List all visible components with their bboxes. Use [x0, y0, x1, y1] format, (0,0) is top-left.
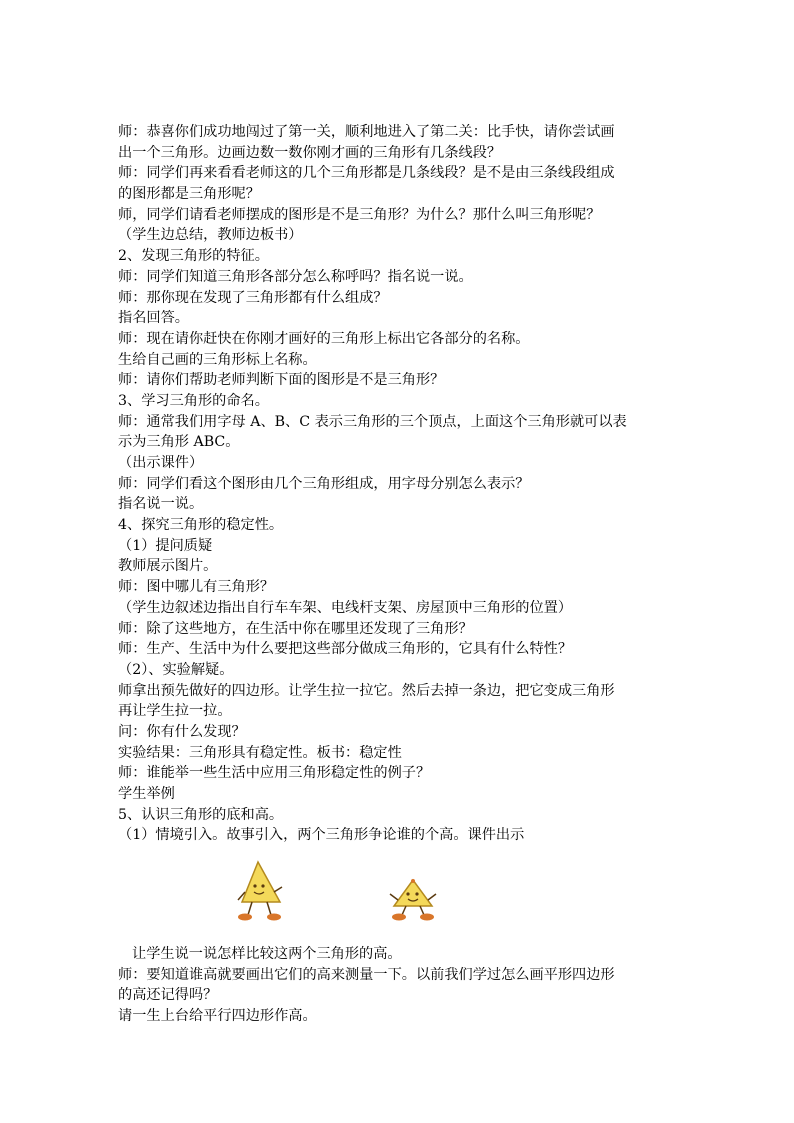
text-line: （1）情境引入。故事引入，两个三角形争论谁的个高。课件出示 [118, 827, 525, 844]
text-line: 师，同学们请看老师摆成的图形是不是三角形？为什么？那什么叫三角形呢？ [118, 206, 601, 223]
text-line: 师：同学们再来看看老师这的几个三角形都是几条线段？是不是由三条线段组成 [118, 165, 615, 182]
text-line: 学生举例 [118, 786, 175, 802]
text-line: 出一个三角形。边画边数一数你刚才画的三角形有几条线段？ [118, 144, 502, 161]
text-line: （1）提问质疑 [118, 537, 213, 554]
text-line: 2、发现三角形的特征。 [118, 248, 269, 265]
text-line: 再让学生拉一拉。 [118, 703, 232, 720]
text-line: （2）、实验解疑。 [118, 661, 234, 678]
text-line: （学生边总结，教师边板书） [118, 227, 303, 244]
text-line: 师：同学们知道三角形各部分怎么称呼吗？指名说一说。 [118, 268, 473, 285]
text-line: 让学生说一说怎样比较这两个三角形的高。 [132, 946, 402, 963]
text-line: 师：谁能举一些生活中应用三角形稳定性的例子？ [118, 765, 431, 782]
text-line: 师：要知道谁高就要画出它们的高来测量一下。以前我们学过怎么画平形四边形 [118, 966, 615, 983]
document-page [118, 122, 678, 1027]
text-line: 指名回答。 [118, 310, 189, 327]
text-block-top [118, 122, 678, 846]
tall-triangle-character [236, 860, 286, 922]
text-line: 师：那你现在发现了三角形都有什么组成？ [118, 289, 388, 306]
text-line: 5、认识三角形的底和高。 [118, 806, 284, 823]
text-line: 师：通常我们用字母 A、B、C 表示三角形的三个顶点，上面这个三角形就可以表 [118, 413, 627, 430]
text-line: 师：请你们帮助老师判断下面的图形是不是三角形？ [118, 372, 445, 389]
text-line: 的高还记得吗？ [118, 987, 218, 1004]
text-line: 师：恭喜你们成功地闯过了第一关，顺利地进入了第二关：比手快，请你尝试画 [118, 124, 615, 140]
text-line: 问：你有什么发现？ [118, 723, 246, 740]
text-line: 实验结果：三角形具有稳定性。板书：稳定性 [118, 744, 402, 761]
text-line: 的图形都是三角形呢？ [118, 186, 260, 203]
text-line: 指名说一说。 [118, 496, 204, 513]
cartoon-figures [118, 846, 678, 934]
text-line: 请一生上台给平行四边形作高。 [118, 1008, 317, 1025]
text-line: 4、探究三角形的稳定性。 [118, 517, 284, 534]
text-line: 示为三角形 ABC。 [118, 434, 240, 451]
text-line: 生给自己画的三角形标上名称。 [118, 351, 317, 368]
short-triangle-character [388, 876, 438, 922]
text-block-bottom [118, 944, 678, 1027]
text-line: 师：生产、生活中为什么要把这些部分做成三角形的，它具有什么特性？ [118, 641, 573, 658]
text-line: 师：除了这些地方，在生活中你在哪里还发现了三角形？ [118, 620, 473, 637]
text-line: 师拿出预先做好的四边形。让学生拉一拉它。然后去掉一条边，把它变成三角形 [118, 682, 615, 699]
text-line: （学生边叙述边指出自行车车架、电线杆支架、房屋顶中三角形的位置） [118, 599, 573, 616]
text-line: 师：同学们看这个图形由几个三角形组成，用字母分别怎么表示？ [118, 475, 530, 492]
text-line: 教师展示图片。 [118, 558, 218, 575]
text-line: 师：现在请你赶快在你刚才画好的三角形上标出它各部分的名称。 [118, 330, 530, 347]
text-line: （出示课件） [118, 455, 204, 471]
text-line: 师：图中哪儿有三角形？ [118, 579, 275, 596]
text-line: 3、学习三角形的命名。 [118, 392, 269, 409]
